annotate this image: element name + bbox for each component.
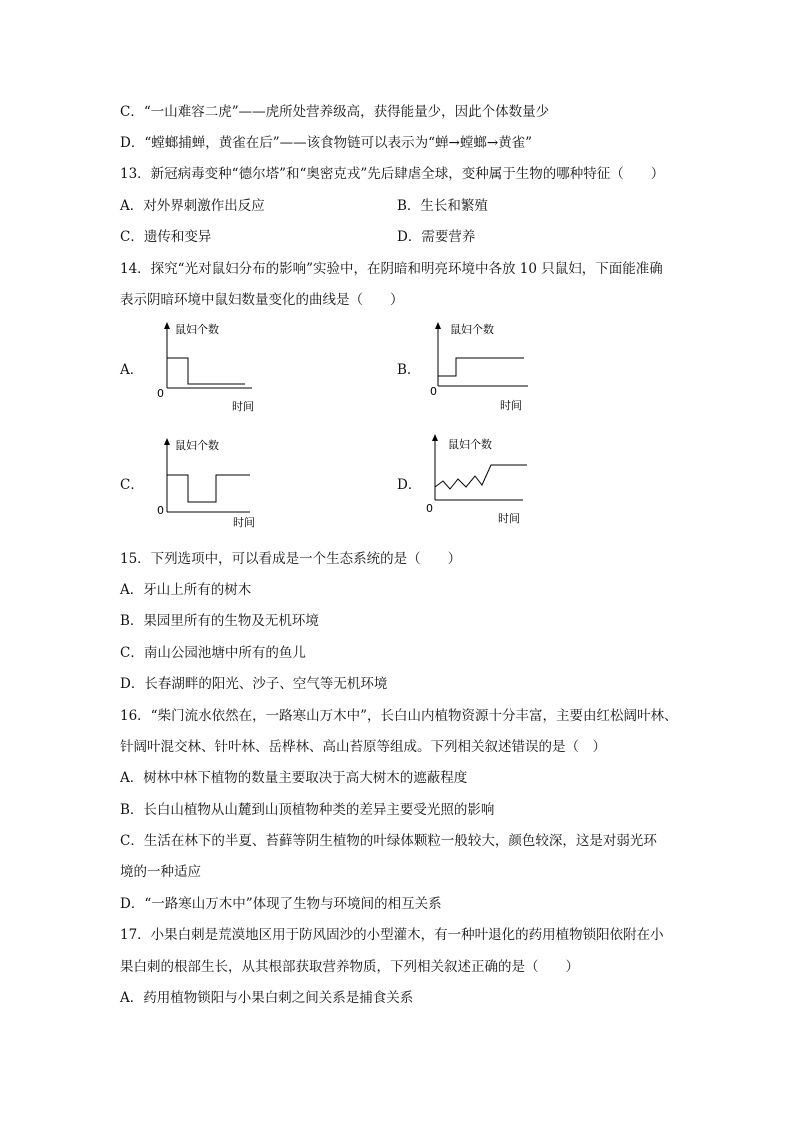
graph-c-xlabel: 时间 — [233, 516, 255, 529]
graph-d-origin: 0 — [426, 502, 433, 515]
option-17a: A．药用植物锁阳与小果白刺之间关系是捕食关系 — [120, 990, 414, 1006]
option-13c: C．遗传和变异 — [120, 229, 212, 245]
graph-a-curve — [167, 358, 245, 384]
graph-c-label: C． — [120, 477, 144, 493]
option-12d: D．“螳螂捕蝉，黄雀在后”——该食物链可以表示为“蝉→螳螂→黄雀” — [120, 135, 533, 151]
option-16a: A．树林中林下植物的数量主要取决于高大树木的遮蔽程度 — [120, 770, 468, 786]
question-14-line2: 表示阴暗环境中鼠妇数量变化的曲线是（ ） — [120, 292, 404, 308]
graph-a — [150, 318, 270, 418]
option-12c: C．“一山难容二虎”——虎所处营养级高，获得能量少，因此个体数量少 — [120, 104, 550, 120]
option-15d: D．长春湖畔的阳光、沙子、空气等无机环境 — [120, 676, 388, 692]
question-16-line1: 16．“柴门流水依然在，一路寒山万木中”，长白山内植物资源十分丰富，主要由红松阔叶林、 — [120, 708, 678, 724]
question-16-line2: 针阔叶混交林、针叶林、岳桦林、高山苔原等组成。下列相关叙述错误的是（ ） — [120, 739, 606, 755]
graph-c-curve — [167, 475, 250, 502]
graph-c — [150, 432, 270, 532]
graph-d-xlabel: 时间 — [498, 512, 520, 525]
graph-d-curve — [435, 465, 527, 489]
question-17-line1: 17．小果白刺是荒漠地区用于防风固沙的小型灌木，有一种叶退化的药用植物锁阳依附在小 — [120, 927, 664, 943]
graph-b-curve — [438, 358, 524, 376]
graph-a-xlabel: 时间 — [232, 400, 254, 413]
option-13b: B．生长和繁殖 — [397, 198, 488, 214]
option-16b: B．长白山植物从山麓到山顶植物种类的差异主要受光照的影响 — [120, 802, 495, 818]
graph-d — [425, 432, 565, 532]
graph-a-label: A． — [120, 362, 144, 378]
graph-b-xlabel: 时间 — [500, 399, 522, 412]
option-13d: D．需要营养 — [397, 229, 476, 245]
graph-b-origin: 0 — [430, 385, 437, 398]
option-16c-line1: C．生活在林下的半夏、苔藓等阴生植物的叶绿体颗粒一般较大，颜色较深，这是对弱光环 — [120, 833, 657, 849]
question-17-line2: 果白刺的根部生长，从其根部获取营养物质，下列相关叙述正确的是（ ） — [120, 959, 579, 975]
graph-a-origin: 0 — [157, 387, 164, 400]
graph-c-origin: 0 — [157, 504, 164, 517]
graph-d-label: D． — [397, 477, 422, 493]
question-15: 15．下列选项中，可以看成是一个生态系统的是（ ） — [120, 551, 462, 567]
option-15c: C．南山公园池塘中所有的鱼儿 — [120, 645, 306, 661]
option-16d: D．“一路寒山万木中”体现了生物与环境间的相互关系 — [120, 896, 442, 912]
question-14-line1: 14．探究“光对鼠妇分布的影响”实验中，在阴暗和明亮环境中各放 10 只鼠妇，下面能准确 — [120, 261, 663, 277]
graph-b — [428, 318, 558, 418]
option-15a: A．牙山上所有的树木 — [120, 582, 252, 598]
graph-a-ylabel: 鼠妇个数 — [175, 323, 219, 336]
graph-b-label: B． — [397, 362, 421, 378]
graph-c-ylabel: 鼠妇个数 — [175, 439, 219, 452]
option-13a: A．对外界刺激作出反应 — [120, 198, 265, 214]
graph-b-ylabel: 鼠妇个数 — [450, 323, 494, 336]
option-15b: B．果园里所有的生物及无机环境 — [120, 613, 319, 629]
question-13: 13．新冠病毒变种“德尔塔”和“奥密克戎”先后肆虐全球，变种属于生物的哪种特征（ ） — [120, 166, 665, 182]
option-16c-line2: 境的一种适应 — [120, 864, 201, 880]
graph-d-ylabel: 鼠妇个数 — [448, 438, 492, 451]
